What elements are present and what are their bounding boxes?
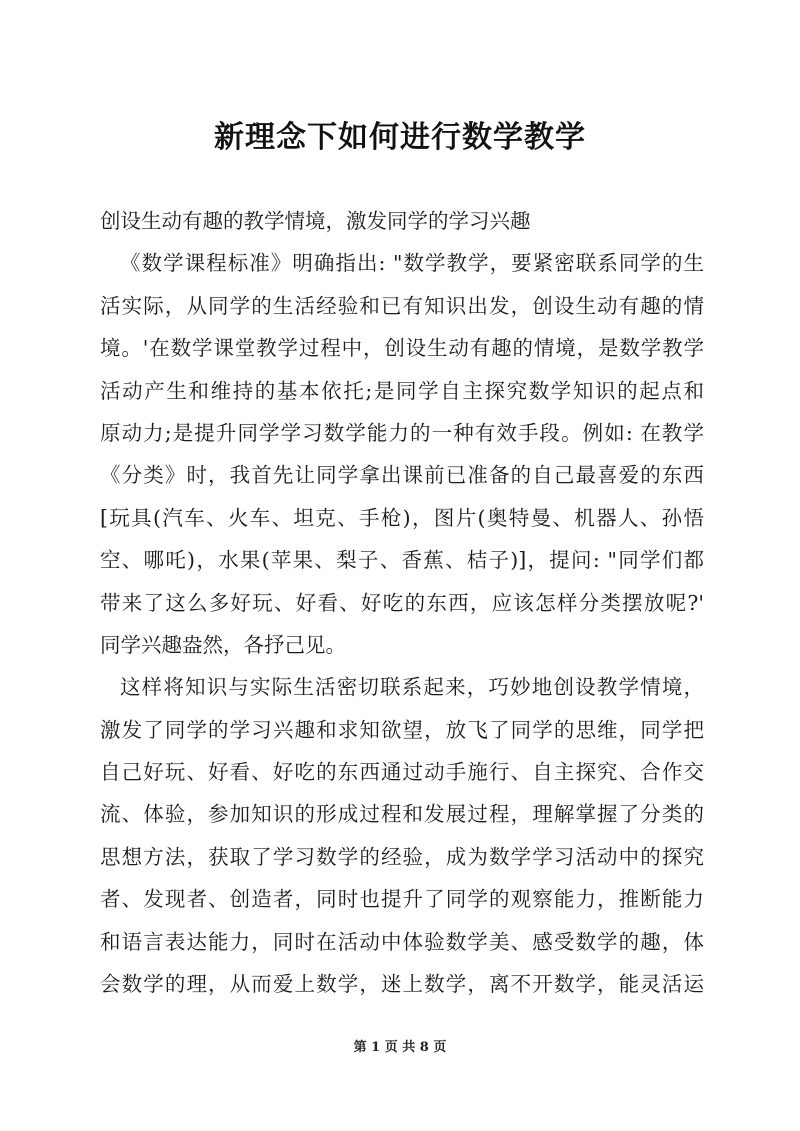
- paragraph-line: 活实际，从同学的生活经验和已有知识出发，创设生动有趣的情: [100, 293, 704, 318]
- paragraph-line: 原动力;是提升同学学习数学能力的一种有效手段。例如: 在教学: [100, 420, 704, 445]
- paragraph-line: 和语言表达能力，同时在活动中体验数学美、感受数学的趣，体: [100, 929, 704, 954]
- paragraph-line: 思想方法，获取了学习数学的经验，成为数学学习活动中的探究: [100, 844, 704, 869]
- paragraph-line: 激发了同学的学习兴趣和求知欲望，放飞了同学的思维，同学把: [100, 717, 704, 742]
- paragraph-line: 这样将知识与实际生活密切联系起来，巧妙地创设教学情境，: [120, 675, 704, 700]
- document-title: 新理念下如何进行数学教学: [214, 120, 586, 155]
- paragraph-line: 《数学课程标准》明确指出: "数学教学，要紧密联系同学的生: [120, 251, 704, 276]
- paragraph-line: 自己好玩、好看、好吃的东西通过动手施行、自主探究、合作交: [100, 760, 704, 785]
- paragraph-line: 带来了这么多好玩、好看、好吃的东西，应该怎样分类摆放呢?': [100, 590, 704, 615]
- page-number: 第 1 页 共 8 页: [353, 1040, 447, 1055]
- paragraph-line: 《分类》时，我首先让同学拿出课前已准备的自己最喜爱的东西: [100, 463, 704, 488]
- paragraph-line: 空、哪吒)，水果(苹果、梨子、香蕉、桔子)]，提问: "同学们都: [100, 548, 704, 573]
- paragraph-line: [玩具(汽车、火车、坦克、手枪)，图片(奥特曼、机器人、孙悟: [100, 505, 704, 530]
- paragraph-line: 同学兴趣盎然，各抒己见。: [100, 632, 346, 657]
- paragraph-line: 境。'在数学课堂教学过程中，创设生动有趣的情境，是数学教学: [100, 336, 704, 361]
- paragraph-line: 会数学的理，从而爱上数学，迷上数学，离不开数学，能灵活运: [100, 972, 704, 997]
- paragraph-line: 活动产生和维持的基本依托;是同学自主探究数学知识的起点和: [100, 378, 704, 403]
- section-heading: 创设生动有趣的教学情境，激发同学的学习兴趣: [100, 209, 531, 233]
- paragraph-line: 流、体验，参加知识的形成过程和发展过程，理解掌握了分类的: [100, 802, 704, 827]
- document-body: [100, 200, 704, 1005]
- paragraph-line: 者、发现者、创造者，同时也提升了同学的观察能力，推断能力: [100, 887, 704, 912]
